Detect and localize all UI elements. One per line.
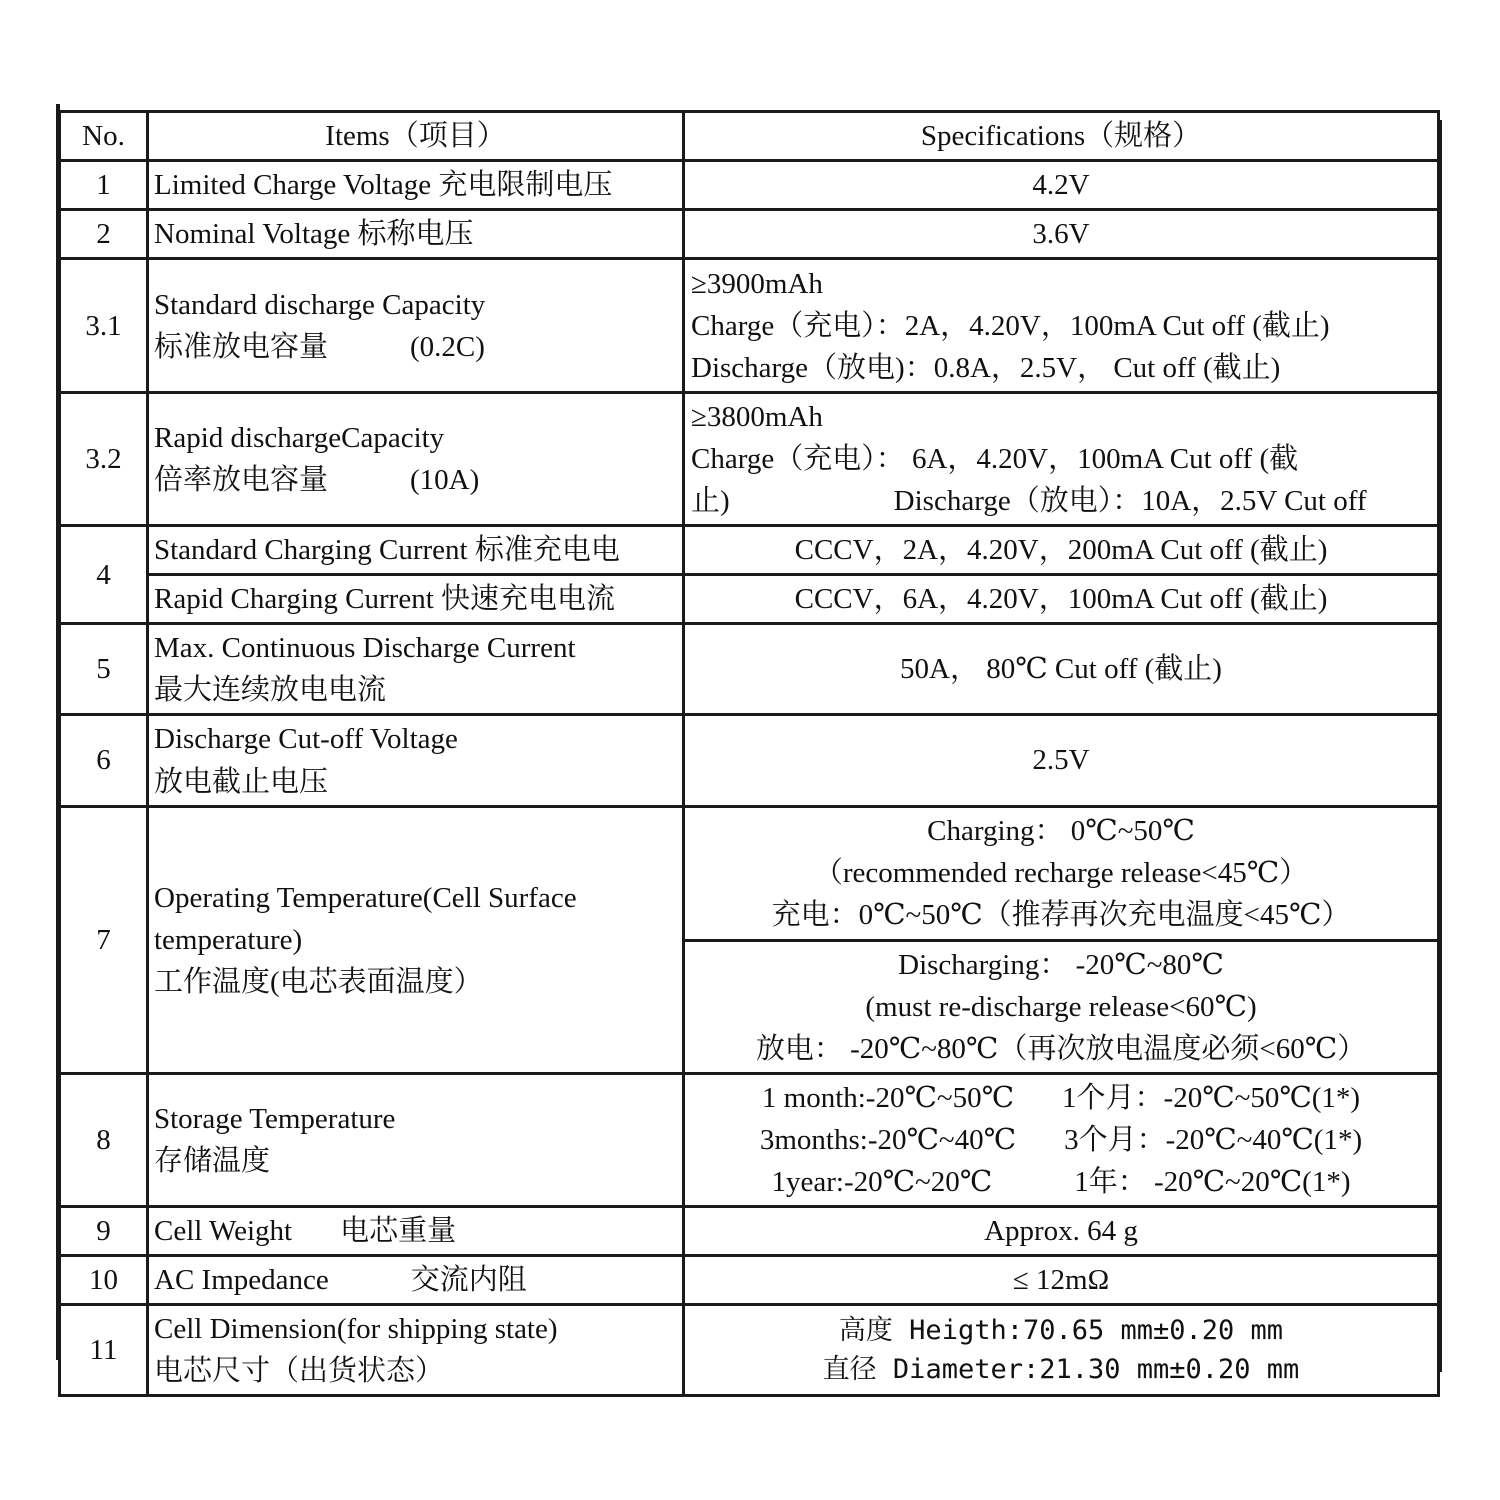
row-no: 10 — [60, 1255, 148, 1304]
spec-storage-en: 1year:-20℃~20℃ — [771, 1165, 993, 1198]
header-specifications: Specifications（规格） — [684, 112, 1439, 161]
item-english-continued: temperature) — [154, 923, 303, 956]
row-no: 1 — [60, 161, 148, 210]
item-chinese: 放电截止电压 — [154, 765, 329, 798]
table-row — [60, 806, 1439, 940]
spec-discharging-range: Discharging： -20℃~80℃ — [898, 948, 1224, 981]
row-no: 11 — [60, 1304, 148, 1395]
row-no: 3.1 — [60, 259, 148, 393]
item-chinese: 最大连续放电电流 — [154, 674, 387, 707]
row-no: 3.2 — [60, 393, 148, 526]
spec-storage-3months — [689, 1119, 1433, 1161]
spec-diameter: 直径 Diameter:21.30 mm±0.20 mm — [822, 1353, 1300, 1385]
item-chinese: 存储温度 — [154, 1144, 271, 1177]
item-chinese — [154, 326, 678, 368]
battery-spec-table — [58, 110, 1440, 1397]
row-no: 2 — [60, 210, 148, 259]
spec-charging-range: Charging： 0℃~50℃ — [927, 814, 1195, 847]
item-english: Max. Continuous Discharge Current — [154, 632, 576, 665]
row-spec: Approx. 64 g — [684, 1206, 1439, 1255]
row-item — [148, 259, 684, 393]
header-items: Items（项目） — [148, 112, 684, 161]
item-chinese-text: 标准放电容量 — [154, 330, 329, 363]
row-spec: 4.2V — [684, 161, 1439, 210]
table-row — [60, 1304, 1439, 1395]
row-spec: ≤ 12mΩ — [684, 1255, 1439, 1304]
spec-discharge: Discharge（放电)：0.8A，2.5V， Cut off (截止) — [691, 351, 1281, 384]
spec-charge-tail: 止) — [691, 485, 730, 518]
row-no: 4 — [60, 526, 148, 624]
row-item — [148, 393, 684, 526]
spec-capacity: ≥3800mAh — [691, 401, 823, 434]
spec-storage-cn: 1年： -20℃~20℃(1*) — [1074, 1165, 1351, 1198]
table-row — [60, 161, 1439, 210]
row-spec — [684, 940, 1439, 1073]
spec-storage-en: 1 month:-20℃~50℃ — [761, 1081, 1015, 1114]
row-item — [148, 1073, 684, 1206]
spec-charge-continued — [691, 480, 1433, 522]
row-spec — [684, 1073, 1439, 1206]
item-rate: (10A) — [410, 464, 480, 497]
table-row — [60, 1255, 1439, 1304]
item-english: Cell Weight — [154, 1214, 293, 1247]
row-no: 6 — [60, 715, 148, 806]
row-item — [148, 624, 684, 715]
spec-charge: Charge（充电）：2A，4.20V，100mA Cut off (截止) — [691, 309, 1330, 342]
spec-discharging-cn: 放电： -20℃~80℃（再次放电温度必须<60℃） — [755, 1032, 1367, 1065]
item-english: AC Impedance — [154, 1263, 329, 1296]
spec-charging-cn: 充电：0℃~50℃（推荐再次充电温度<45℃） — [771, 899, 1351, 932]
row-spec — [684, 259, 1439, 393]
spec-storage-en: 3months:-20℃~40℃ — [759, 1123, 1017, 1156]
table-row — [60, 715, 1439, 806]
row-spec: 3.6V — [684, 210, 1439, 259]
header-no: No. — [60, 112, 148, 161]
row-item: Nominal Voltage 标称电压 — [148, 210, 684, 259]
spec-storage-cn: 3个月：-20℃~40℃(1*) — [1064, 1123, 1363, 1156]
item-english: Cell Dimension(for shipping state) — [154, 1312, 558, 1345]
item-chinese: 电芯尺寸（出货状态） — [154, 1354, 445, 1387]
table-row — [60, 526, 1439, 575]
row-item: Rapid Charging Current 快速充电电流 — [148, 575, 684, 624]
row-spec: 2.5V — [684, 715, 1439, 806]
row-no: 8 — [60, 1073, 148, 1206]
table-row — [60, 393, 1439, 526]
item-english: Standard discharge Capacity — [154, 288, 486, 321]
row-spec — [684, 806, 1439, 940]
row-no: 5 — [60, 624, 148, 715]
spec-discharging-note: (must re-discharge release<60℃) — [865, 990, 1257, 1023]
spec-storage-cn: 1个月：-20℃~50℃(1*) — [1062, 1081, 1361, 1114]
row-spec — [684, 1304, 1439, 1395]
row-no: 7 — [60, 806, 148, 1073]
row-item — [148, 1206, 684, 1255]
item-english: Discharge Cut-off Voltage — [154, 723, 458, 756]
item-english: Rapid dischargeCapacity — [154, 422, 445, 455]
item-english: Operating Temperature(Cell Surface — [154, 881, 577, 914]
row-item — [148, 715, 684, 806]
item-chinese-text: 倍率放电容量 — [154, 464, 329, 497]
table-row — [60, 1073, 1439, 1206]
spec-storage-1year — [689, 1161, 1433, 1203]
item-rate: (0.2C) — [410, 330, 485, 363]
table-row — [60, 624, 1439, 715]
spec-discharge: Discharge（放电）：10A，2.5V Cut off — [893, 485, 1367, 518]
row-item: Standard Charging Current 标准充电电 — [148, 526, 684, 575]
item-chinese — [154, 459, 678, 501]
table-header-row — [60, 112, 1439, 161]
row-item: Limited Charge Voltage 充电限制电压 — [148, 161, 684, 210]
spec-capacity: ≥3900mAh — [691, 267, 823, 300]
table-row — [60, 575, 1439, 624]
row-no: 9 — [60, 1206, 148, 1255]
row-spec — [684, 393, 1439, 526]
table-row — [60, 210, 1439, 259]
item-chinese: 交流内阻 — [410, 1263, 527, 1296]
spec-charging-note: （recommended recharge release<45℃） — [813, 857, 1309, 890]
row-spec: CCCV，2A，4.20V，200mA Cut off (截止) — [684, 526, 1439, 575]
table-row — [60, 1206, 1439, 1255]
spec-storage-1month — [689, 1077, 1433, 1119]
item-chinese: 电芯重量 — [340, 1214, 457, 1247]
row-item — [148, 806, 684, 1073]
row-item — [148, 1304, 684, 1395]
table-row — [60, 259, 1439, 393]
row-spec: CCCV，6A，4.20V，100mA Cut off (截止) — [684, 575, 1439, 624]
row-spec: 50A， 80℃ Cut off (截止) — [684, 624, 1439, 715]
item-chinese: 工作温度(电芯表面温度） — [154, 965, 483, 998]
row-item — [148, 1255, 684, 1304]
item-english: Storage Temperature — [154, 1102, 396, 1135]
spec-charge: Charge（充电）： 6A，4.20V，100mA Cut off (截 — [691, 443, 1299, 476]
spec-height: 高度 Heigth:70.65 mm±0.20 mm — [838, 1314, 1284, 1346]
